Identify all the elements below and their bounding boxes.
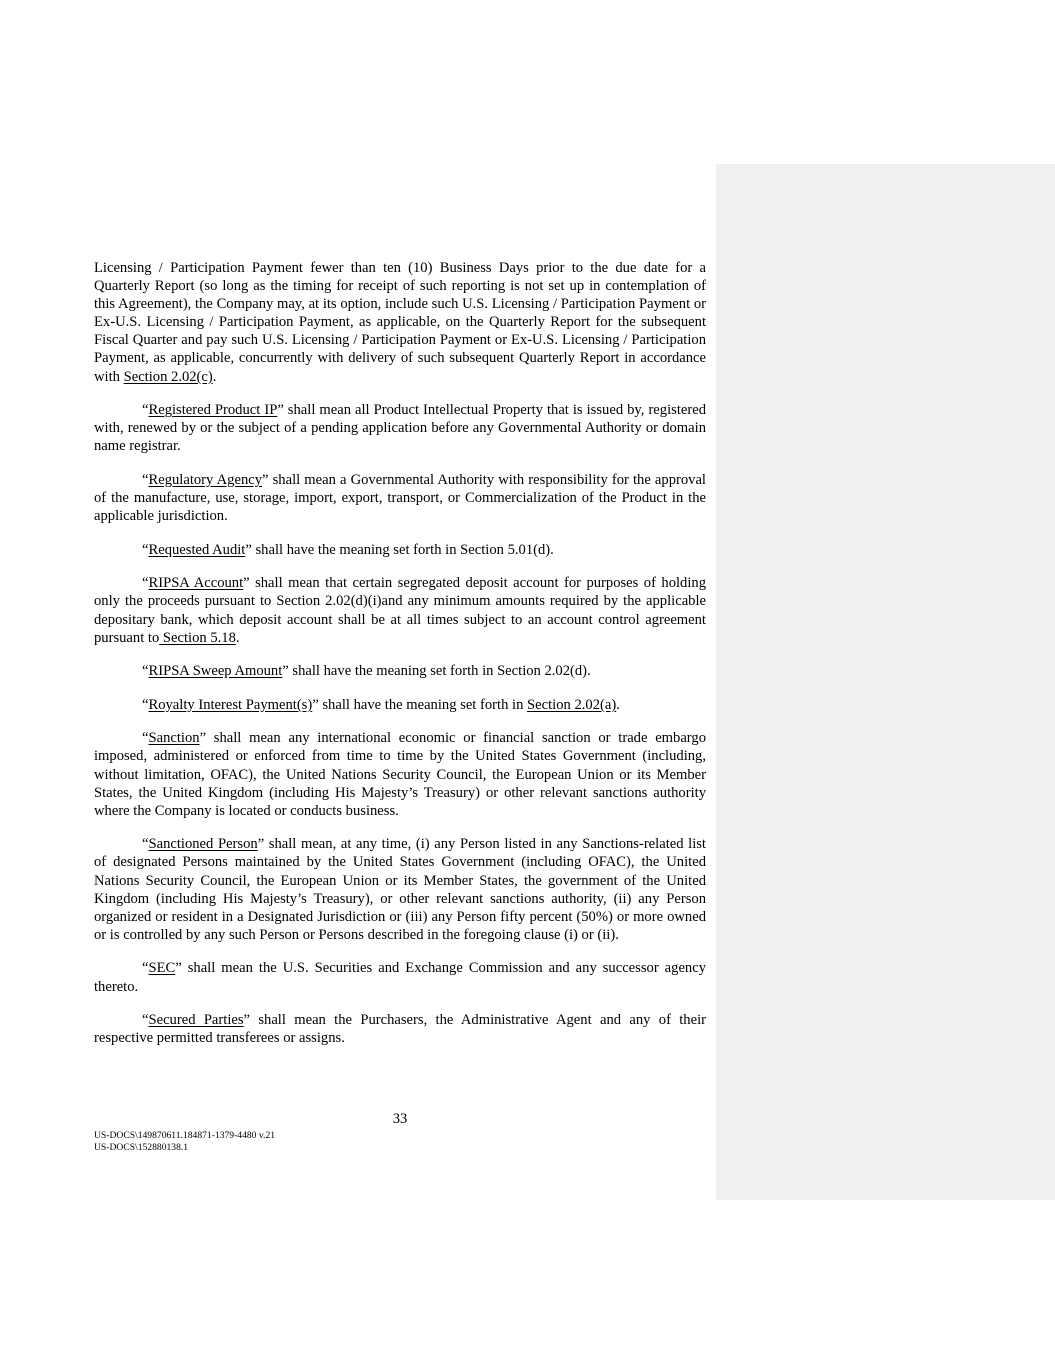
definition-ripsa-account: “RIPSA Account” shall mean that certain segregated deposit account for purposes of holding only the proceeds pursuant to Section 2.02(d)(i)and any minimum amounts required by the applicable depositary bank, which deposit account shall be at all times subject to an account control agreement pursuant to Section 5.18. <box>94 575 706 646</box>
document-footer <box>94 1130 275 1154</box>
definition-royalty-interest-payment: “Royalty Interest Payment(s)” shall have the meaning set forth in Section 2.02(a). <box>142 696 620 713</box>
defined-term: RIPSA Sweep Amount <box>148 663 283 680</box>
definition-registered-product-ip: “Registered Product IP” shall mean all Product Intellectual Property that is issued by, registered with, renewed by or the subject of a pending application before any Governmental Authority or domain name registrar. <box>94 402 706 455</box>
defined-term: Requested Audit <box>148 541 246 558</box>
definition-text: ” shall mean all Product Intellectual Property that is issued by, registered with, renewed by or the subject of a pending application before any Governmental Authority or domain name registrar. <box>94 402 706 455</box>
definition-requested-audit: “Requested Audit” shall have the meaning set forth in Section 5.01(d). <box>142 541 554 558</box>
definition-regulatory-agency: “Regulatory Agency” shall mean a Governmental Authority with responsibility for the approval of the manufacture, use, storage, import, export, transport, or Commercialization of the Product in the applicable jurisdiction. <box>94 471 706 525</box>
definition-secured-parties: “Secured Parties” shall mean the Purchasers, the Administrative Agent and any of their respective permitted transferees or assigns. <box>94 1012 706 1047</box>
definition-text: ” shall have the meaning set forth in Section 5.01(d). <box>245 541 554 558</box>
defined-term: Regulatory Agency <box>148 471 263 488</box>
definition-ripsa-sweep-amount: “RIPSA Sweep Amount” shall have the meaning set forth in Section 2.02(d). <box>142 663 591 680</box>
definition-text: ” shall mean a Governmental Authority with responsibility for the approval of the manufacture, use, storage, import, export, transport, or Commercialization of the Product in the applicable jurisdiction. <box>94 471 706 525</box>
defined-term: Royalty Interest Payment(s) <box>148 696 313 713</box>
page-number: 33 <box>392 1111 408 1127</box>
defined-term: Sanction <box>148 730 200 747</box>
defined-term: Sanctioned Person <box>148 836 258 853</box>
footer-doc-id-1: US-DOCS\149870611.184871-1379-4480 v.21 <box>94 1130 276 1141</box>
defined-term: RIPSA Account <box>148 575 244 592</box>
continuation-paragraph: Licensing / Participation Payment fewer than ten (10) Business Days prior to the due date for a Quarterly Report (so long as the timing for receipt of such reporting is not set up in contemplation of this Agreement), the Company may, at its option, include such U.S. Licensing / Participation Payment or Ex-U.S. Licensing / Participation Payment, as applicable, on the Quarterly Report for the subsequent Fiscal Quarter and pay such U.S. Licensing / Participation Payment or Ex-U.S. Licensing / Participation Payment, as applicable, concurrently with delivery of such subsequent Quarterly Report in accordance with Section 2.02(c). <box>94 260 706 385</box>
comment-margin-pane <box>716 164 1055 1200</box>
section-reference-link: Section 2.02(c) <box>123 368 213 385</box>
definition-text: ” shall mean, at any time, (i) any Person listed in any Sanctions-related list of designated Persons maintained by the United States Government (including OFAC), the United Nations Security Council, the European Union or its Member States, the government of the United Kingdom (including His Majesty’s Treasury), or other relevant sanctions authority, (ii) any Person organized or resident in a Designated Jurisdiction or (iii) any Person fifty percent (50%) or more owned or is controlled by any such Person or Persons described in the foregoing clause (i) or (ii). <box>94 836 706 943</box>
definition-text: ” shall have the meaning set forth in Section 2.02(d). <box>282 663 591 680</box>
definition-sanctioned-person: “Sanctioned Person” shall mean, at any time, (i) any Person listed in any Sanctions-related list of designated Persons maintained by the United States Government (including OFAC), the United Nations Security Council, the European Union or its Member States, the government of the United Kingdom (including His Majesty’s Treasury), or other relevant sanctions authority, (ii) any Person organized or resident in a Designated Jurisdiction or (iii) any Person fifty percent (50%) or more owned or is controlled by any such Person or Persons described in the foregoing clause (i) or (ii). <box>94 836 706 943</box>
defined-term: SEC <box>148 960 176 977</box>
continuation-text: Licensing / Participation Payment fewer than ten (10) Business Days prior to the due date for a Quarterly Report (so long as the timing for receipt of such reporting is not set up in contemplation of this Agreement), the Company may, at its option, include such U.S. Licensing / Participation Payment or Ex-U.S. Licensing / Participation Payment, as applicable, on the Quarterly Report for the subsequent Fiscal Quarter and pay such U.S. Licensing / Participation Payment or Ex-U.S. Licensing / Participation Payment, as applicable, concurrently with delivery of such subsequent Quarterly Report in accordance with <box>94 260 706 385</box>
document-body <box>94 259 706 1063</box>
definition-text: ” shall mean that certain segregated deposit account for purposes of holding only the proceeds pursuant to Section 2.02(d)(i)and any minimum amounts required by the applicable depositary bank, which deposit account shall be at all times subject to an account control agreement pursuant to <box>94 575 706 646</box>
footer-doc-id-2: US-DOCS\152880138.1 <box>94 1142 189 1153</box>
definition-text: ” shall have the meaning set forth in <box>312 696 528 713</box>
section-reference-link: Section 5.18 <box>159 629 236 646</box>
defined-term: Registered Product IP <box>148 402 278 419</box>
definition-text: ” shall mean any international economic or financial sanction or trade embargo imposed, administered or enforced from time to time by the United States Government (including, without limitation, OFAC), the United Nations Security Council, the European Union or its Member States, the United Kingdom (including His Majesty’s Treasury) or other relevant sanctions authority where the Company is located or conducts business. <box>94 730 706 819</box>
section-reference-link: Section 2.02(a) <box>527 696 617 713</box>
definition-sanction: “Sanction” shall mean any international economic or financial sanction or trade embargo imposed, administered or enforced from time to time by the United States Government (including, without limitation, OFAC), the United Nations Security Council, the European Union or its Member States, the United Kingdom (including His Majesty’s Treasury) or other relevant sanctions authority where the Company is located or conducts business. <box>94 730 706 819</box>
defined-term: Secured Parties <box>148 1012 244 1029</box>
definition-sec: “SEC” shall mean the U.S. Securities and Exchange Commission and any successor agency thereto. <box>94 960 706 995</box>
definition-text: ” shall mean the U.S. Securities and Exchange Commission and any successor agency thereto. <box>94 960 706 995</box>
definition-text: ” shall mean the Purchasers, the Administrative Agent and any of their respective permitted transferees or assigns. <box>94 1012 706 1047</box>
